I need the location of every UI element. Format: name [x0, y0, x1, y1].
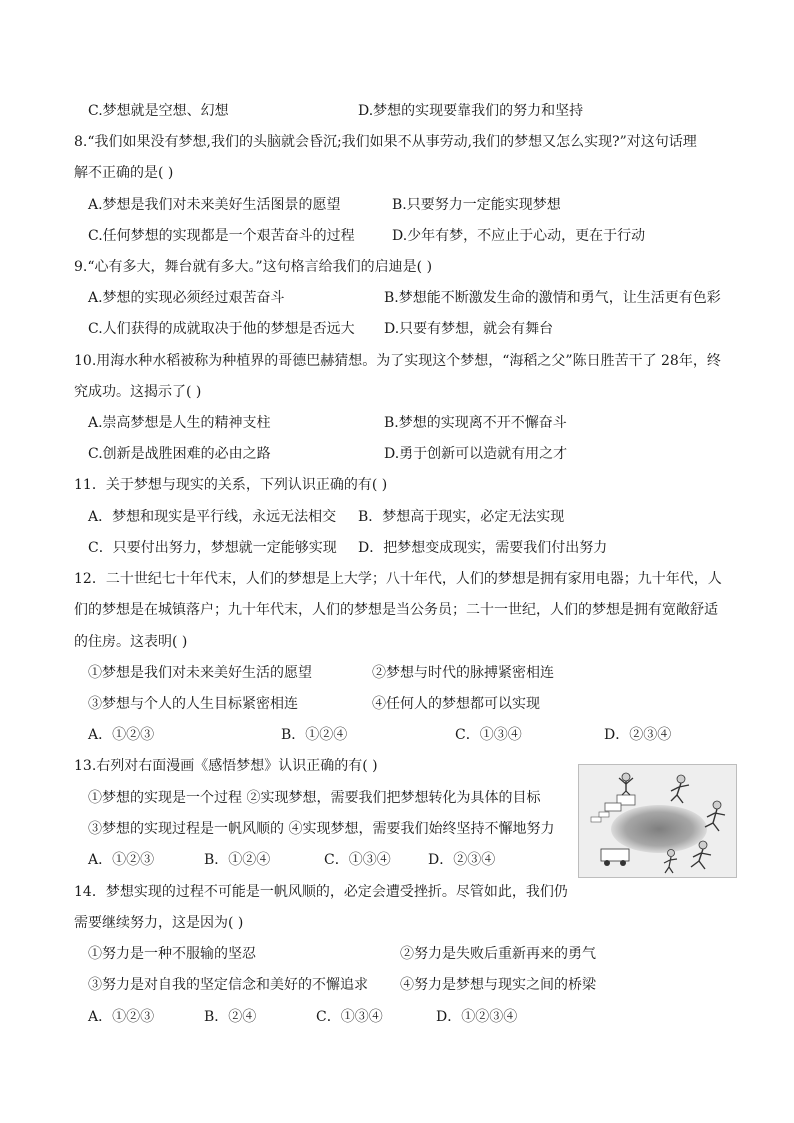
q14-option-a: A．①②③	[88, 1009, 155, 1025]
q12-option-a: A．①②③	[88, 727, 155, 743]
q12-statement-4: ④任何人的梦想都可以实现	[372, 696, 540, 712]
q8-stem-line1: 8.“我们如果没有梦想,我们的头脑就会昏沉;我们如果不从事劳动,我们的梦想又怎么实现?”对这句话理	[74, 134, 697, 150]
q14-statement-1: ①努力是一种不服输的坚忍	[88, 946, 256, 962]
q10-stem-line2: 究成功。这揭示了( )	[74, 384, 202, 400]
q9-stem: 9.“心有多大，舞台就有多大。”这句格言给我们的启迪是( )	[74, 259, 433, 275]
q9-option-d: D.只要有梦想，就会有舞台	[384, 321, 554, 337]
q13-option-d: D．②③④	[428, 852, 496, 868]
q14-option-c: C．①③④	[316, 1009, 383, 1025]
q7-option-d: D.梦想的实现要靠我们的努力和坚持	[358, 103, 584, 119]
q9-option-c: C.人们获得的成就取决于他的梦想是否远大	[88, 321, 355, 337]
q14-option-d: D．①②③④	[436, 1009, 518, 1025]
q10-stem-line1: 10.用海水种水稻被称为种植界的哥德巴赫猜想。为了实现这个梦想，“海稻之父”陈日胜苦干了 28年，终	[74, 353, 721, 369]
q12-option-b: B．①②④	[281, 727, 348, 743]
q10-option-d: D.勇于创新可以造就有用之才	[384, 446, 568, 462]
q11-option-a: A．梦想和现实是平行线，永远无法相交	[88, 509, 337, 525]
dream-cartoon-illustration	[578, 764, 737, 878]
q12-option-c: C．①③④	[455, 727, 522, 743]
q13-statements-1-2: ①梦想的实现是一个过程 ②实现梦想，需要我们把梦想转化为具体的目标	[88, 790, 541, 806]
q11-option-d: D．把梦想变成现实，需要我们付出努力	[358, 540, 608, 556]
q7-option-c: C.梦想就是空想、幻想	[88, 103, 229, 119]
q8-stem-line2: 解不正确的是( )	[74, 165, 174, 181]
q8-option-b: B.只要努力一定能实现梦想	[392, 197, 561, 213]
q8-option-a: A.梦想是我们对未来美好生活图景的愿望	[88, 197, 341, 213]
q14-statement-2: ②努力是失败后重新再来的勇气	[400, 946, 596, 962]
q13-option-b: B．①②④	[204, 852, 271, 868]
q11-option-c: C．只要付出努力，梦想就一定能够实现	[88, 540, 337, 556]
q13-statements-3-4: ③梦想的实现过程是一帆风顺的 ④实现梦想，需要我们始终坚持不懈地努力	[88, 821, 555, 837]
q11-stem: 11．关于梦想与现实的关系，下列认识正确的有( )	[74, 477, 388, 493]
q13-option-a: A．①②③	[88, 852, 155, 868]
q14-stem-line1: 14．梦想实现的过程不可能是一帆风顺的，必定会遭受挫折。尽管如此，我们仍	[74, 884, 568, 900]
q14-statement-4: ④努力是梦想与现实之间的桥梁	[400, 977, 596, 993]
q13-stem: 13.右列对右面漫画《感悟梦想》认识正确的有( )	[74, 758, 378, 774]
q12-statement-1: ①梦想是我们对未来美好生活的愿望	[88, 665, 312, 681]
q8-option-d: D.少年有梦，不应止于心动，更在于行动	[392, 228, 646, 244]
q9-option-b: B.梦想能不断激发生命的激情和勇气，让生活更有色彩	[384, 290, 721, 306]
q10-option-a: A.崇高梦想是人生的精神支柱	[88, 415, 271, 431]
q12-option-d: D．②③④	[604, 727, 672, 743]
q13-option-c: C．①③④	[324, 852, 391, 868]
q8-option-c: C.任何梦想的实现都是一个艰苦奋斗的过程	[88, 228, 355, 244]
q10-option-b: B.梦想的实现离不开不懈奋斗	[384, 415, 567, 431]
dream-cartoon-drawing	[579, 765, 736, 877]
q12-stem-line3: 的住房。这表明( )	[74, 634, 188, 650]
q12-statement-3: ③梦想与个人的人生目标紧密相连	[88, 696, 298, 712]
q12-stem-line1: 12．二十世纪七十年代末，人们的梦想是上大学；八十年代，人们的梦想是拥有家用电器；九十年代，人	[74, 571, 722, 587]
q14-stem-line2: 需要继续努力，这是因为( )	[74, 915, 244, 931]
q10-option-c: C.创新是战胜困难的必由之路	[88, 446, 271, 462]
q11-option-b: B．梦想高于现实，必定无法实现	[358, 509, 565, 525]
q14-option-b: B．②④	[204, 1009, 257, 1025]
q12-statement-2: ②梦想与时代的脉搏紧密相连	[372, 665, 554, 681]
q14-statement-3: ③努力是对自我的坚定信念和美好的不懈追求	[88, 977, 368, 993]
q12-stem-line2: 们的梦想是在城镇落户；九十年代末，人们的梦想是当公务员；二十一世纪，人们的梦想是拥有宽敞舒适	[74, 602, 718, 618]
q9-option-a: A.梦想的实现必须经过艰苦奋斗	[88, 290, 285, 306]
